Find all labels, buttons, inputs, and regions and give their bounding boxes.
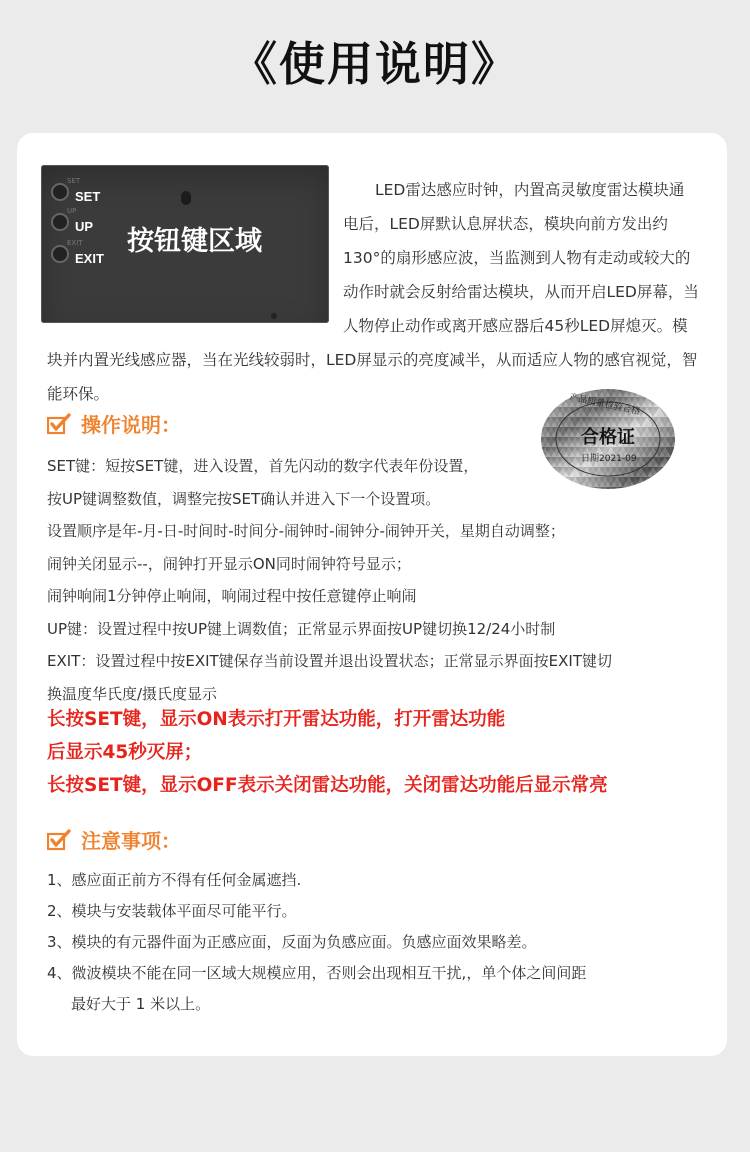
operation-line: UP键：设置过程中按UP键上调数值；正常显示界面按UP键切换12/24小时制 xyxy=(47,619,556,638)
operation-text xyxy=(47,450,707,710)
radar-warning-line: 长按SET键，显示ON表示打开雷达功能，打开雷达功能 xyxy=(47,709,506,730)
seal-title: 合格证 xyxy=(581,427,635,448)
radar-warning-line: 后显示45秒灭屏； xyxy=(47,742,203,763)
seal-ring-text: 产品质量检验合格 xyxy=(568,392,641,418)
intro-text: LED雷达感应时钟，内置高灵敏度雷达模块通电后，LED屏默认息屏状态，模块向前方发出约130°的扇形感应波，当监测到人物有走动或较大的动作时就会反射给雷达模块，从而开启LED屏幕，当人物停止动作或离开感应器后45秒LED屏熄灭。模块并内置光线感应器，当在光线较弱时，LED屏显示的亮度减半，从而适应人物的感官视觉，智能环保。 xyxy=(47,181,699,403)
operation-line: 设置顺序是年-月-日-时间时-时间分-闹钟时-闹钟分-闹钟开关，星期自动调整； xyxy=(47,522,565,540)
intro-paragraph xyxy=(47,173,699,411)
radar-warning-line: 长按SET键，显示OFF表示关闭雷达功能，关闭雷达功能后显示常亮 xyxy=(47,775,608,796)
note-item: 3、模块的有元器件面为正感应面，反面为负感应面。负感应面效果略差。 xyxy=(47,933,537,951)
operation-line: 按UP键调整数值，调整完按SET确认并进入下一个设置项。 xyxy=(47,489,441,508)
instruction-card xyxy=(17,133,727,1056)
notes-heading xyxy=(47,825,181,854)
check-icon xyxy=(47,829,71,851)
operation-line: SET键：短按SET键，进入设置，首先闪动的数字代表年份设置， xyxy=(47,457,479,475)
panel-button-sublabel: SET xyxy=(67,177,81,185)
button-area-label: 按钮键区域 xyxy=(127,226,262,257)
notes-list xyxy=(47,865,586,1020)
seal-date: 日期2021-09 xyxy=(581,454,637,464)
radar-warning xyxy=(47,703,717,802)
operation-line: 闹钟关闭显示--，闹钟打开显示ON同时闹钟符号显示； xyxy=(47,554,411,573)
check-icon xyxy=(47,413,71,435)
intro-float-spacer xyxy=(47,173,343,323)
operation-line: EXIT：设置过程中按EXIT键保存当前设置并退出设置状态；正常显示界面按EXIT键切 xyxy=(47,652,613,670)
panel-button-label: EXIT xyxy=(75,251,104,266)
page-title: 《使用说明》 xyxy=(231,37,519,91)
note-item-continuation: 最好大于 1 米以上。 xyxy=(71,995,211,1013)
operation-heading-text: 操作说明： xyxy=(81,413,181,437)
operation-line: 闹钟响闹1分钟停止响闹，响闹过程中按任意键停止响闹 xyxy=(47,587,417,605)
panel-button-label: SET xyxy=(75,189,101,204)
note-item: 2、模块与安装载体平面尽可能平行。 xyxy=(47,902,297,920)
panel-button-label: UP xyxy=(75,219,94,234)
operation-line: 换温度华氏度/摄氏度显示 xyxy=(47,684,218,703)
panel-button-sublabel: EXIT xyxy=(67,239,83,247)
note-item: 1、感应面正前方不得有任何金属遮挡. xyxy=(47,871,302,889)
notes-heading-text: 注意事项： xyxy=(81,829,181,853)
note-item: 4、微波模块不能在同一区域大规模应用，否则会出现相互干扰,，单个体之间间距 xyxy=(47,964,587,982)
panel-button-sublabel: UP xyxy=(67,207,77,215)
operation-heading xyxy=(47,409,181,438)
